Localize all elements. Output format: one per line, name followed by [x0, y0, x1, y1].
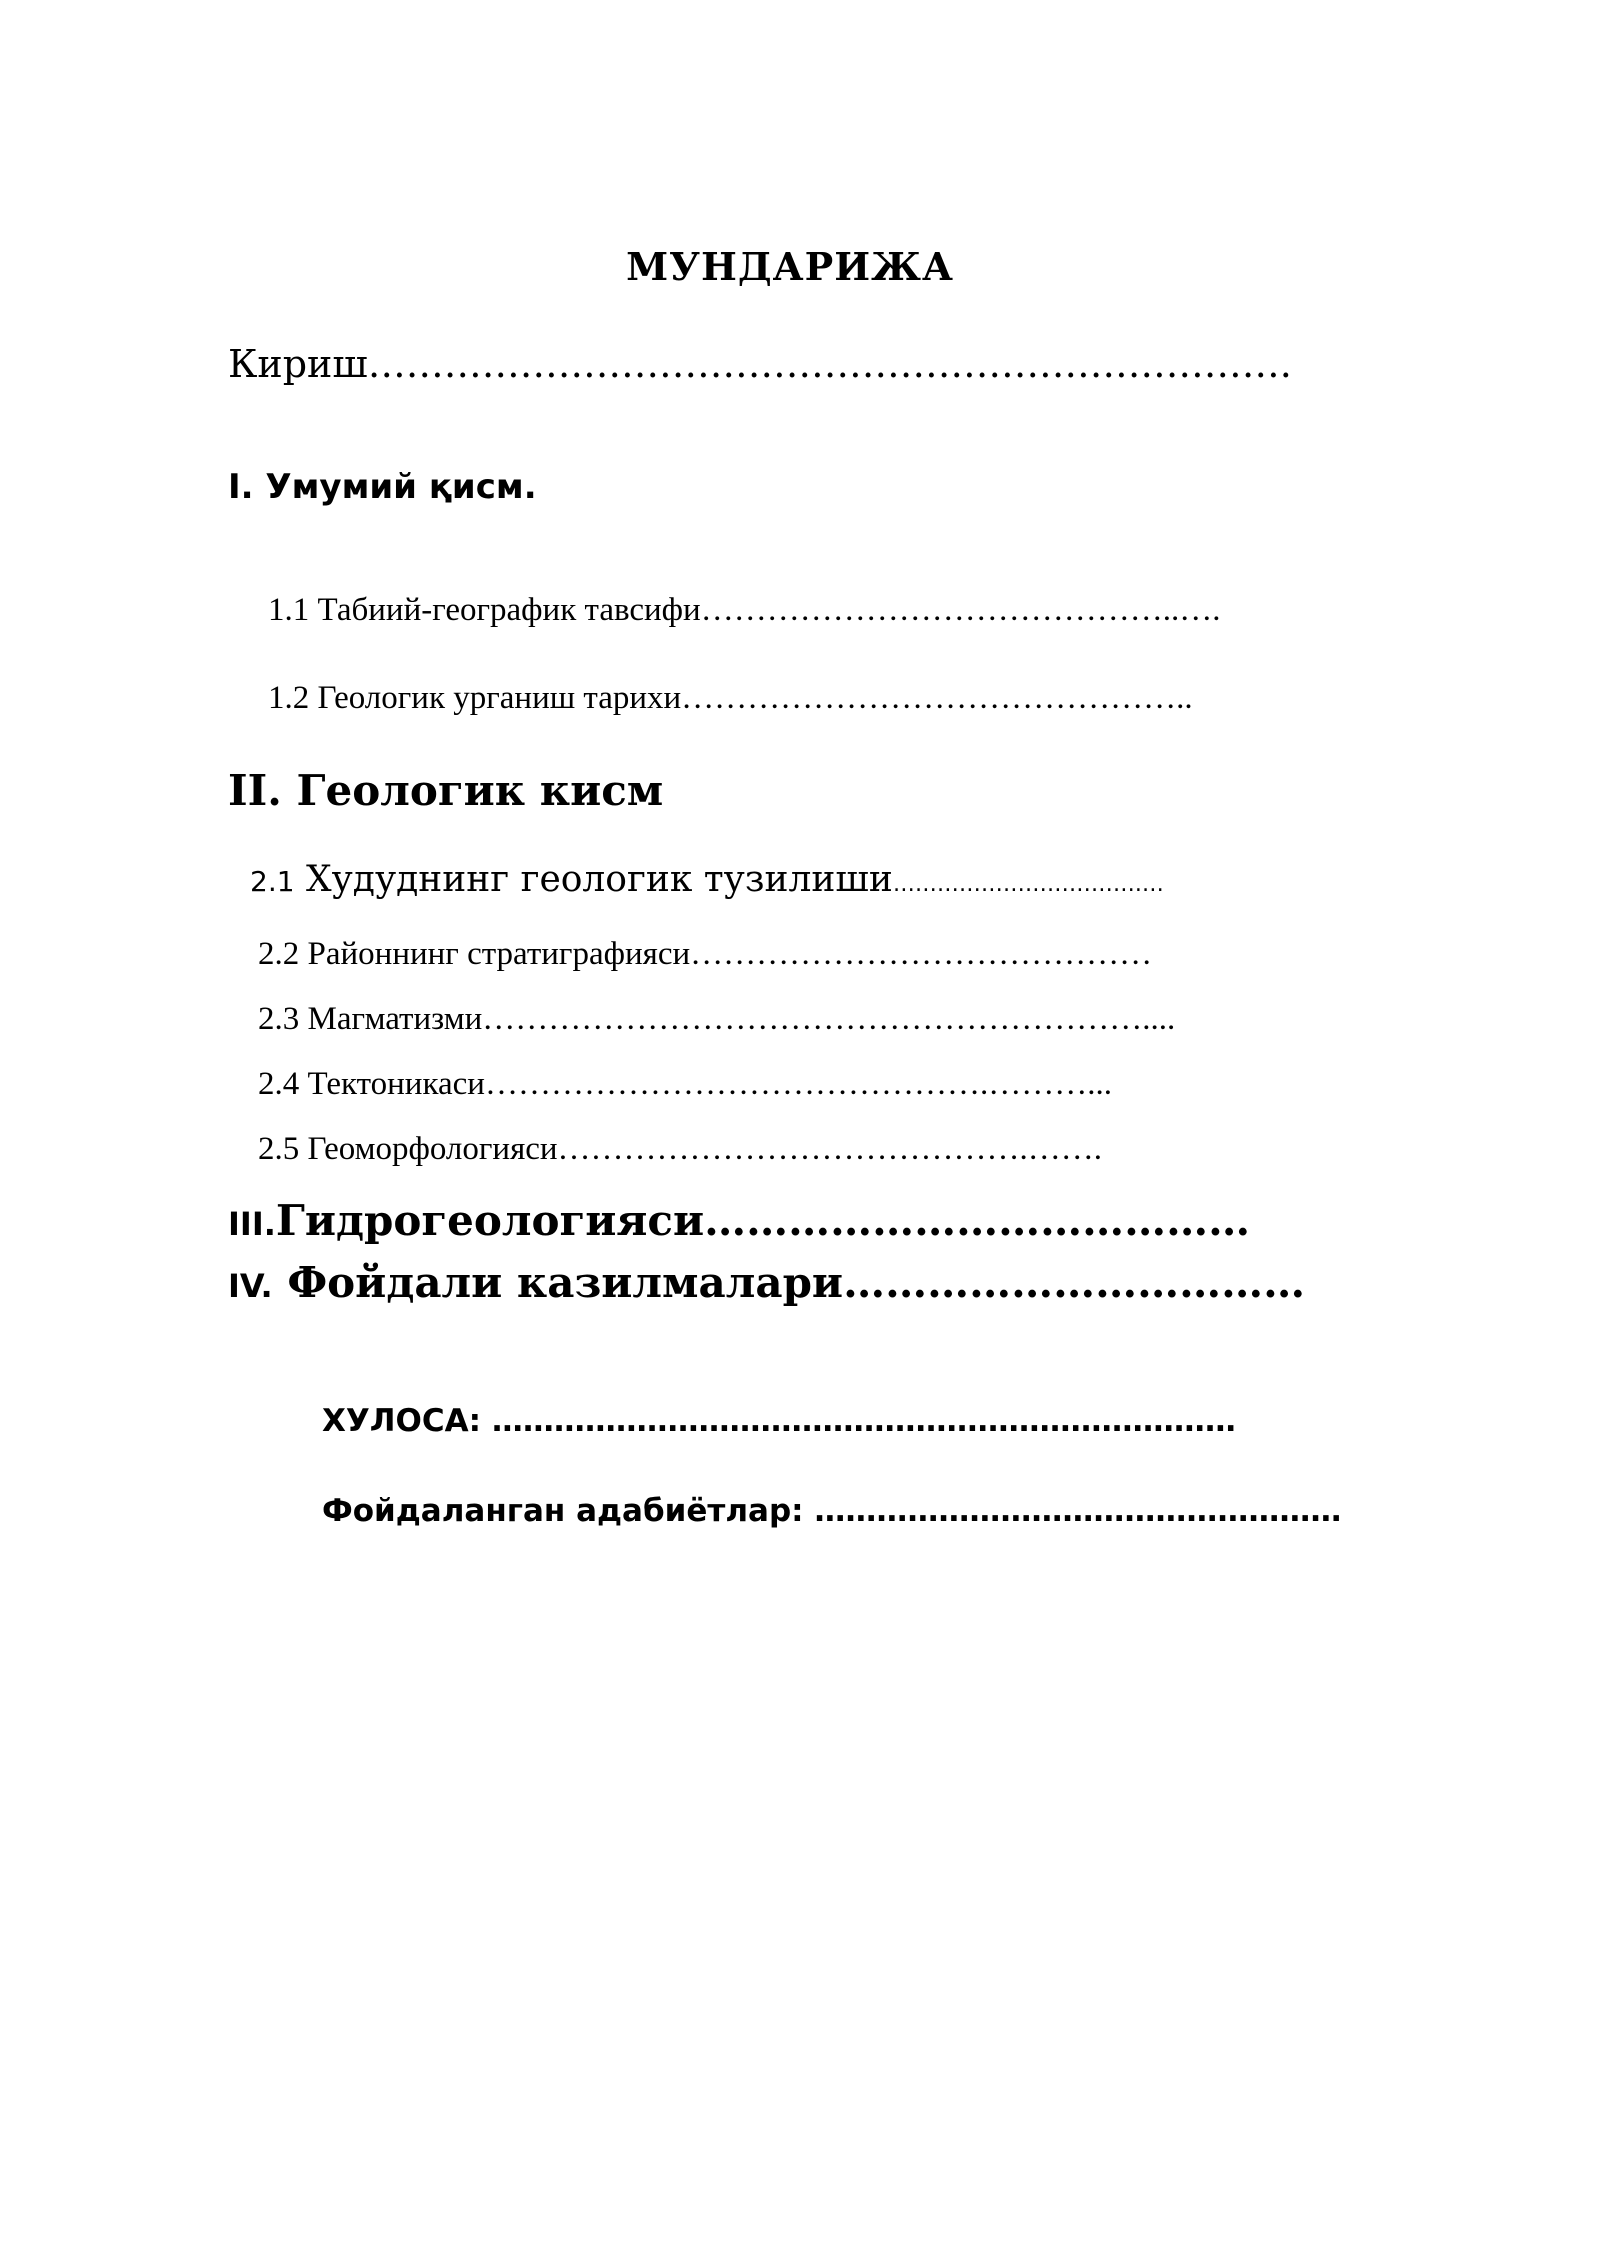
toc-entry-2-1-number: 2.1 — [250, 865, 295, 898]
toc-part-3-label: Гидрогеологияси………………………………… — [275, 1196, 1251, 1245]
toc-entry-2-3: 2.3 Магматизми…………………………………………………….... — [258, 1001, 1176, 1037]
toc-title: МУНДАРИЖА — [626, 244, 954, 289]
toc-entry-references: Фойдаланган адабиётлар: …………………………………………… — [322, 1493, 1342, 1529]
toc-entry-2-1 — [250, 859, 1164, 900]
toc-entry-1-2: 1.2 Геологик урганиш тарихи……………………………………….. — [268, 680, 1193, 716]
toc-entry-2-1-label: Худуднинг геологик тузилиши — [294, 859, 893, 900]
toc-entry-2-5: 2.5 Геоморфологияси…………………………………….……. — [258, 1131, 1103, 1167]
toc-part-3-heading — [228, 1196, 1251, 1245]
toc-part-4-numeral: IV. — [228, 1267, 273, 1305]
toc-entry-1-1: 1.1 Табиий-географик тавсифи……………………………………..…. — [268, 592, 1221, 628]
toc-part-2-heading: II. Геологик кисм — [228, 766, 664, 815]
toc-part-3-numeral: III. — [228, 1205, 276, 1243]
toc-entry-introduction: Кириш………………………………………………………………. — [228, 342, 1292, 386]
toc-entry-2-4: 2.4 Тектоникаси……………………………………….………... — [258, 1066, 1112, 1102]
toc-part-4-heading — [228, 1258, 1306, 1307]
toc-entry-2-2: 2.2 Районнинг стратиграфияси…………………………………… — [258, 936, 1153, 972]
toc-part-4-label: Фойдали казилмалари…………………………… — [272, 1258, 1306, 1307]
toc-entry-2-1-leader: …………………………….… — [892, 872, 1164, 897]
toc-entry-conclusion: ХУЛОСА: ……………………………………………………………… — [322, 1403, 1236, 1439]
toc-part-1-heading: I. Умумий қисм. — [228, 467, 537, 507]
